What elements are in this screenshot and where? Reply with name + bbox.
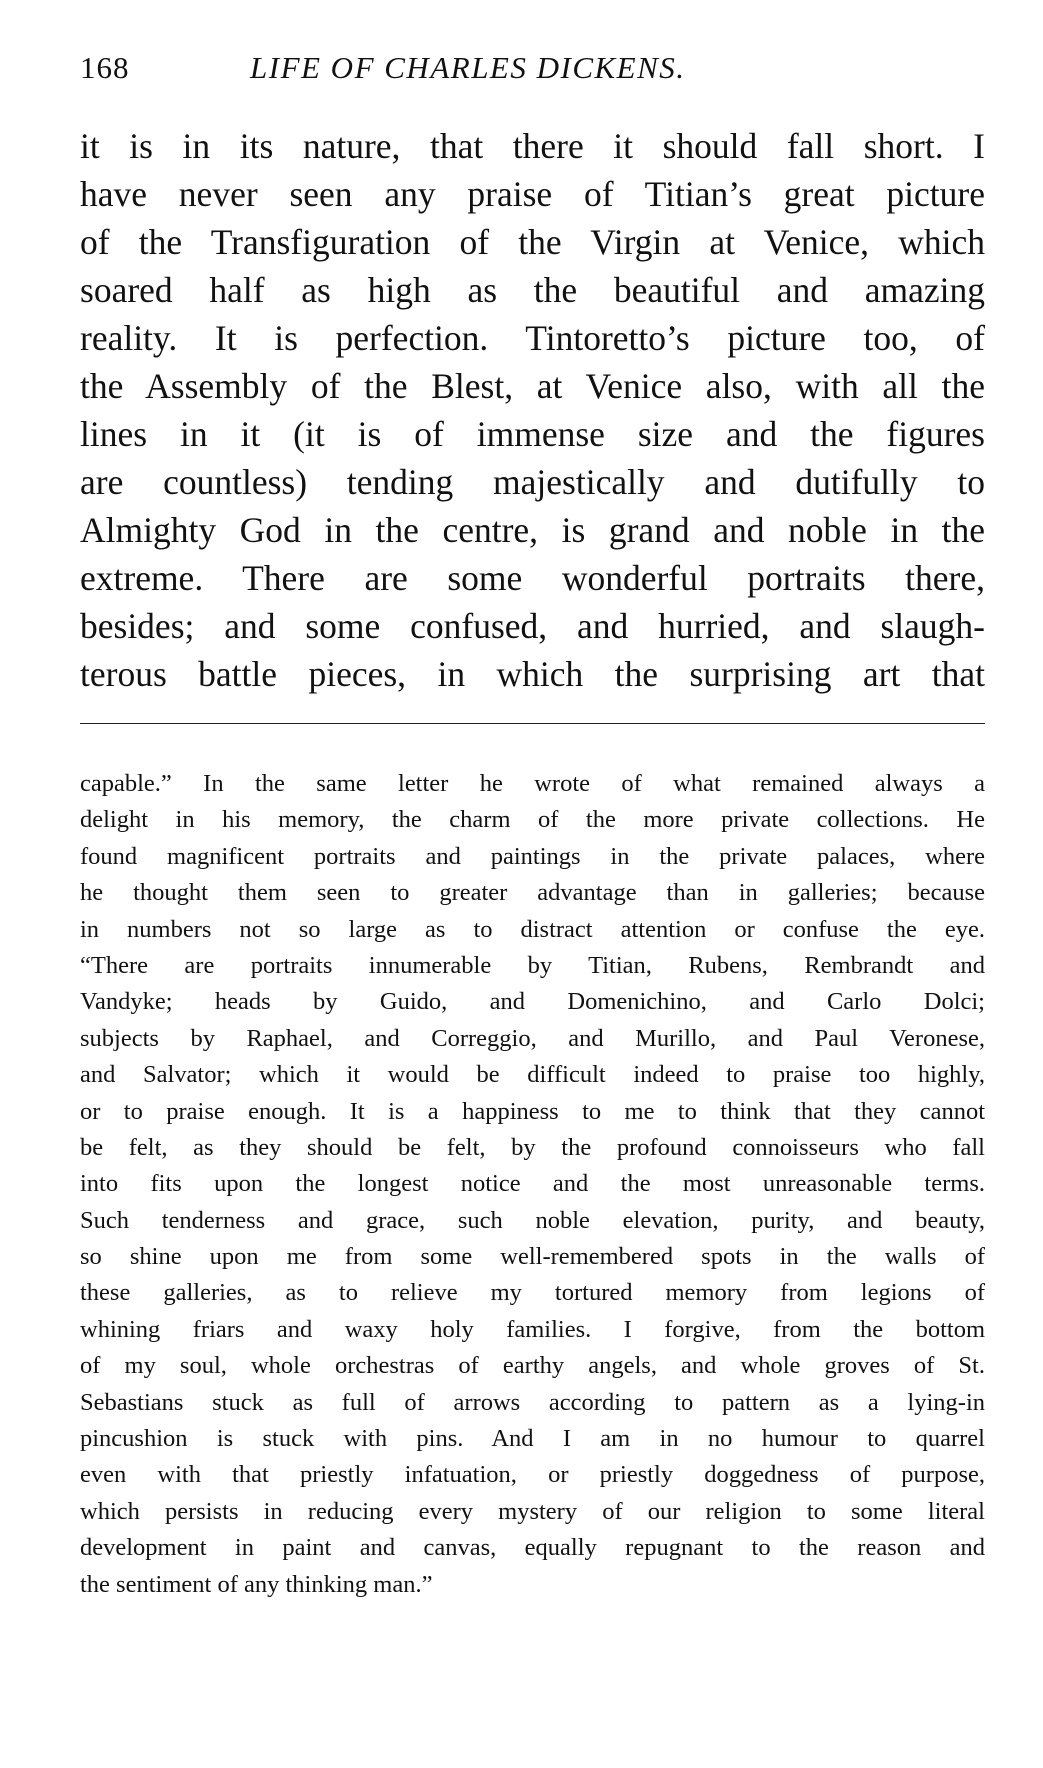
footnote-line: capable.” In the same letter he wrote of what remained always a <box>80 770 985 797</box>
footnote-line: delight in his memory, the charm of the more private collections. He <box>80 806 985 834</box>
footnote-line: “There are portraits innumerable by Titian, Rubens, Rembrandt and <box>80 951 985 979</box>
main-text-line: reality. It is perfection. Tintoretto’s picture too, of <box>80 318 985 358</box>
footnote-line: Sebastians stuck as full of arrows according to pattern as a lying-in <box>80 1388 985 1416</box>
footnote-line: these galleries, as to relieve my tortured memory from legions of <box>80 1279 985 1307</box>
main-text-line: are countless) tending majestically and dutifully to <box>80 462 985 502</box>
footnote-block <box>80 766 985 1603</box>
footnote-line: found magnificent portraits and paintings in the private palaces, where <box>80 842 985 870</box>
main-text-line: it is in its nature, that there it should fall short. I <box>80 126 985 166</box>
main-text-line: besides; and some confused, and hurried, and slaugh- <box>80 606 985 646</box>
footnote-divider <box>80 723 985 724</box>
main-text-line: have never seen any praise of Titian’s great picture <box>80 174 985 214</box>
main-text-line: extreme. There are some wonderful portraits there, <box>80 558 985 598</box>
footnote-line: Vandyke; heads by Guido, and Domenichino, and Carlo Dolci; <box>80 988 985 1016</box>
footnote-line: into fits upon the longest notice and the most unreasonable terms. <box>80 1170 985 1198</box>
page-number: 168 <box>80 50 130 85</box>
footnote-line: and Salvator; which it would be difficult indeed to praise too highly, <box>80 1061 985 1089</box>
footnote-line: pincushion is stuck with pins. And I am in no humour to quarrel <box>80 1425 985 1453</box>
footnote-line: so shine upon me from some well-remembered spots in the walls of <box>80 1243 985 1271</box>
footnote-line: or to praise enough. It is a happiness to me to think that they cannot <box>80 1097 985 1125</box>
page-header <box>80 46 980 90</box>
main-text-block <box>80 122 985 698</box>
main-text-line: terous battle pieces, in which the surprising art that <box>80 654 985 694</box>
footnote-line: be felt, as they should be felt, by the profound connoisseurs who fall <box>80 1133 985 1161</box>
footnote-line: which persists in reducing every mystery of our religion to some literal <box>80 1497 985 1525</box>
footnote-line: subjects by Raphael, and Correggio, and Murillo, and Paul Veronese, <box>80 1024 985 1052</box>
running-title: LIFE OF CHARLES DICKENS. <box>250 50 686 85</box>
footnote-line: the sentiment of any thinking man.” <box>80 1570 433 1598</box>
main-text-line: the Assembly of the Blest, at Venice also, with all the <box>80 366 985 406</box>
footnote-line: of my soul, whole orchestras of earthy angels, and whole groves of St. <box>80 1352 985 1380</box>
footnote-line: Such tenderness and grace, such noble elevation, purity, and beauty, <box>80 1206 985 1234</box>
footnote-line: development in paint and canvas, equally repugnant to the reason and <box>80 1534 985 1562</box>
footnote-line: even with that priestly infatuation, or priestly doggedness of purpose, <box>80 1461 985 1489</box>
footnote-line: he thought them seen to greater advantage than in galleries; because <box>80 879 985 907</box>
main-text-line: Almighty God in the centre, is grand and noble in the <box>80 510 985 550</box>
main-text-line: soared half as high as the beautiful and amazing <box>80 270 985 310</box>
footnote-line: whining friars and waxy holy families. I forgive, from the bottom <box>80 1315 985 1343</box>
main-text-line: lines in it (it is of immense size and the figures <box>80 414 985 454</box>
footnote-line: in numbers not so large as to distract attention or confuse the eye. <box>80 915 985 943</box>
main-text-line: of the Transfiguration of the Virgin at Venice, which <box>80 222 985 262</box>
